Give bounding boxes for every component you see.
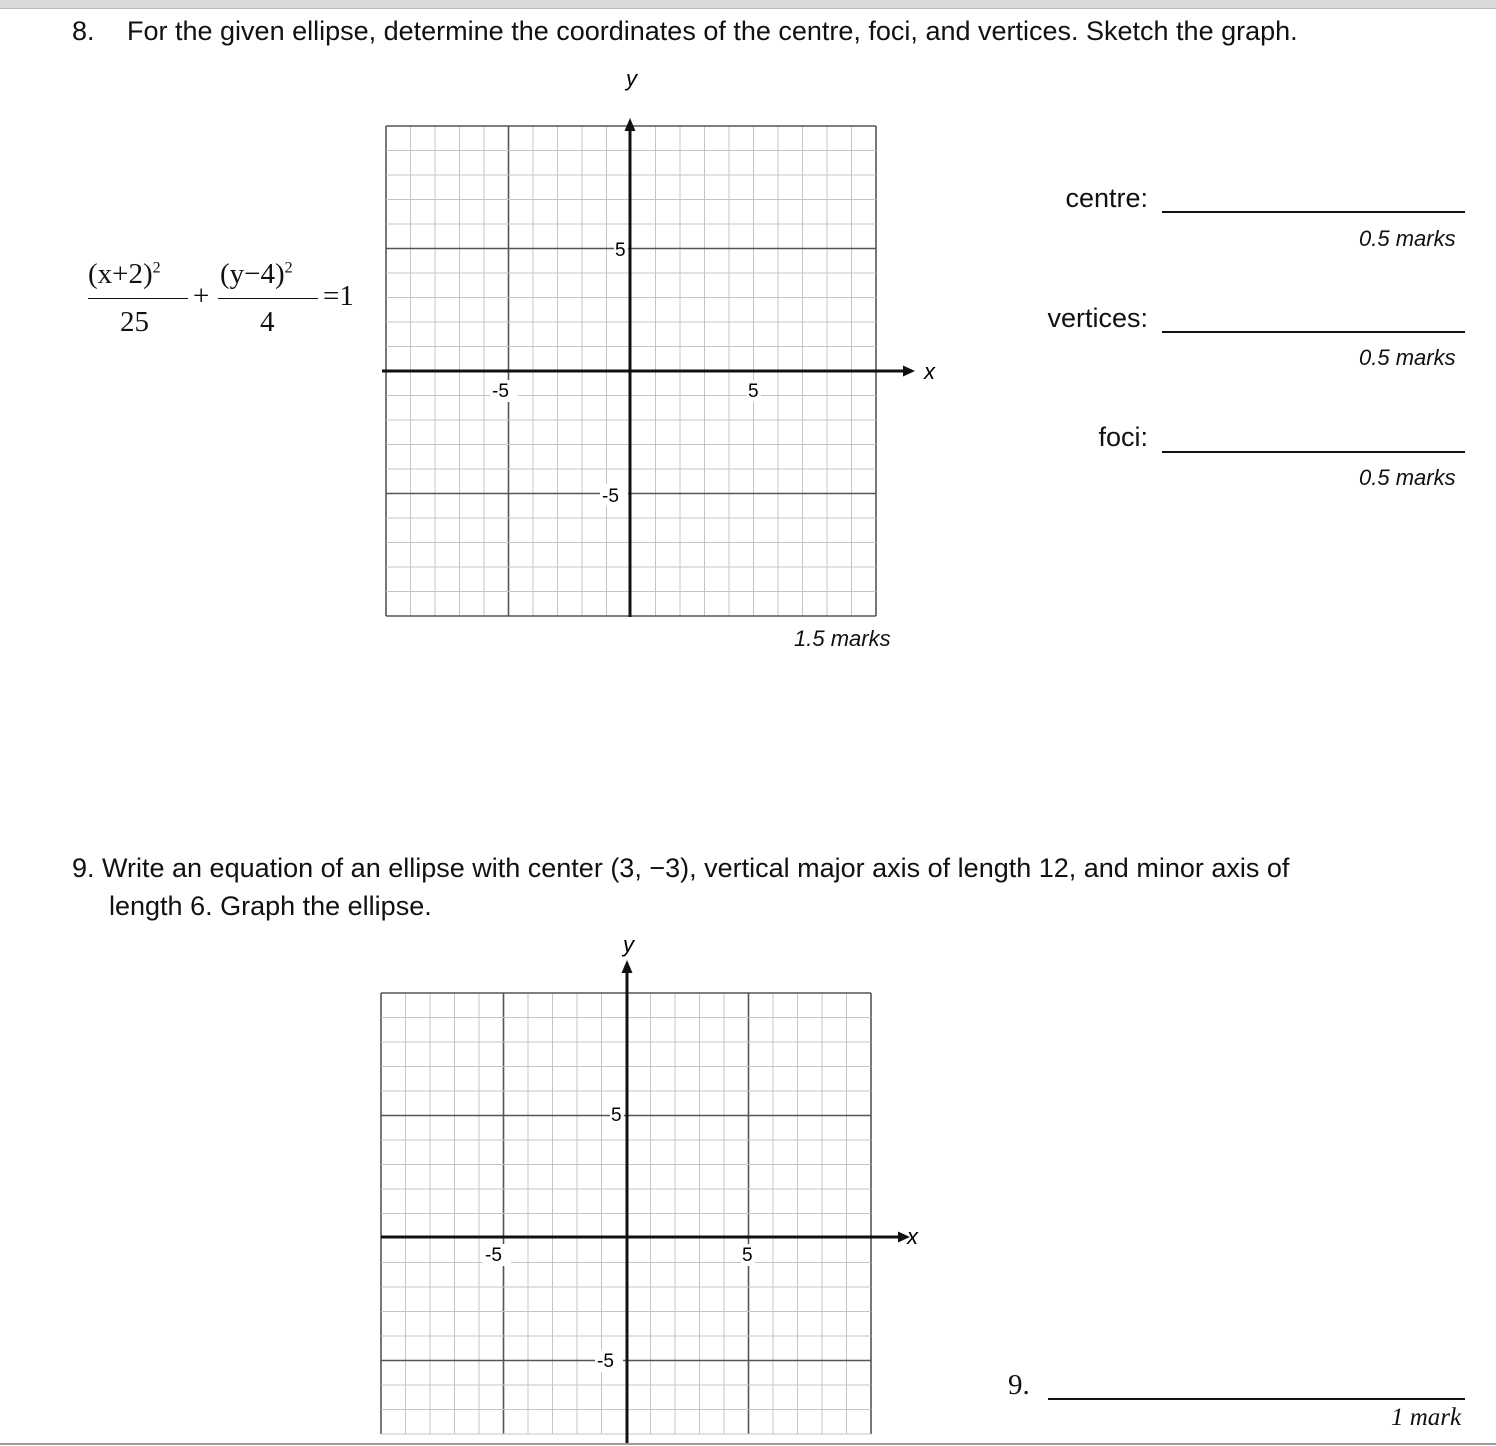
fraction-bar-1 [88, 298, 188, 299]
q8-y-axis-label: y [626, 66, 637, 91]
q9-answer-line[interactable] [1048, 1398, 1465, 1400]
q9-coordinate-grid[interactable] [355, 926, 935, 1443]
q8-tick-x-pos5: 5 [748, 381, 759, 402]
centre-marks: 0.5 marks [1359, 226, 1456, 251]
page-bottom-edge [0, 1443, 1496, 1445]
q9-tick-x-pos5: 5 [742, 1245, 753, 1266]
window-top-edge [0, 0, 1496, 9]
q8-graph-marks: 1.5 marks [794, 626, 891, 651]
centre-answer-line[interactable] [1162, 211, 1465, 213]
q9-question-line-2: length 6. Graph the ellipse. [109, 891, 432, 921]
centre-label: centre: [1065, 183, 1148, 213]
foci-label: foci: [1098, 422, 1148, 452]
numerator-2-exponent: 2 [284, 259, 293, 277]
vertices-answer-line[interactable] [1162, 331, 1465, 333]
vertices-marks: 0.5 marks [1359, 345, 1456, 370]
equation-equals-one: =1 [323, 280, 354, 312]
q8-tick-x-neg5: -5 [492, 381, 509, 402]
equation-plus: + [193, 280, 210, 312]
vertices-label: vertices: [1047, 303, 1148, 333]
q9-x-axis-label: x [907, 1224, 918, 1249]
foci-marks: 0.5 marks [1359, 465, 1456, 490]
q9-tick-x-neg5: -5 [485, 1245, 502, 1266]
q9-marks: 1 mark [1391, 1404, 1462, 1431]
equation-denominator-2: 4 [260, 306, 275, 338]
q8-y-axis-arrow [625, 118, 636, 131]
fraction-bar-2 [218, 298, 318, 299]
q9-tick-y-neg5: -5 [597, 1351, 614, 1372]
q8-tick-y-neg5: -5 [602, 486, 619, 507]
q9-tick-y-pos5: 5 [611, 1105, 622, 1126]
foci-answer-line[interactable] [1162, 451, 1465, 453]
q8-x-axis-label: x [924, 359, 935, 384]
equation-numerator-1 [88, 258, 161, 291]
q8-coordinate-grid[interactable] [360, 60, 940, 630]
numerator-1-text: (x+2) [88, 258, 153, 290]
q8-number: 8. [72, 16, 95, 46]
q9-question-line-1: 9. Write an equation of an ellipse with center (3, −3), vertical major axis of length 12, and minor axis of [72, 853, 1290, 883]
numerator-2-text: (y−4) [220, 258, 285, 290]
equation-denominator-1: 25 [120, 306, 149, 338]
q8-x-axis-arrow [903, 366, 915, 377]
q9-y-axis-arrow [622, 960, 633, 973]
q9-y-axis-label: y [623, 932, 634, 957]
q8-question-text: For the given ellipse, determine the coordinates of the centre, foci, and vertices. Sketch the graph. [127, 16, 1298, 46]
q8-tick-y-pos5: 5 [615, 240, 626, 261]
equation-numerator-2 [220, 258, 293, 291]
q9-answer-number: 9. [1008, 1369, 1030, 1401]
numerator-1-exponent: 2 [152, 259, 161, 277]
